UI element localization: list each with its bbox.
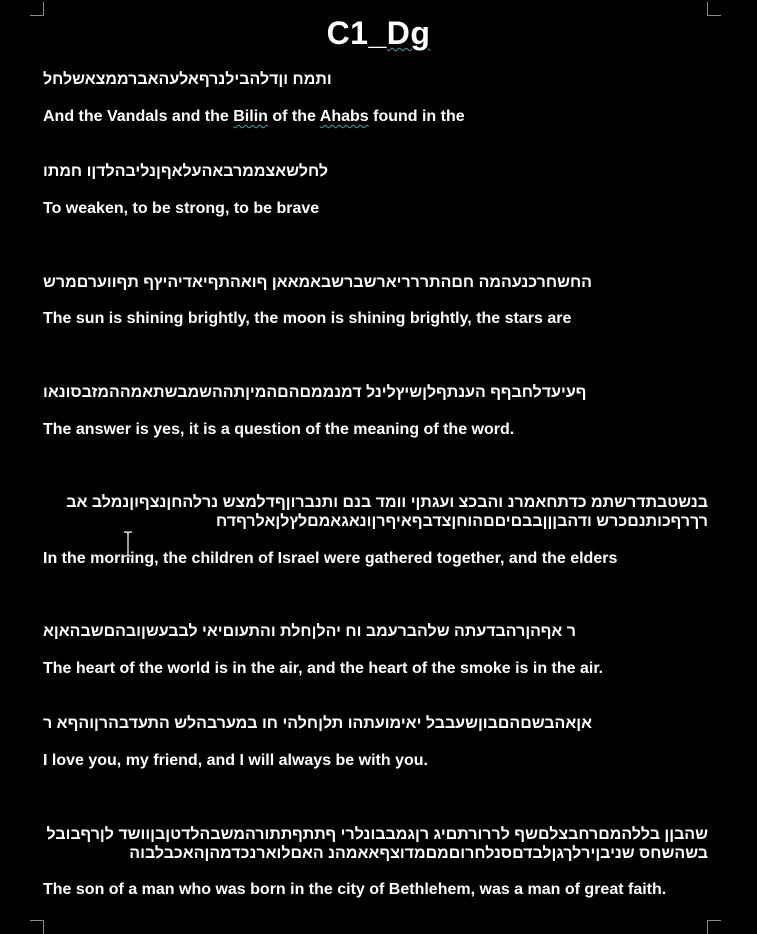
hebrew-line-1[interactable]: ותמח וןדלהבילנרףאלעהאברממצאשלחל [43,71,332,88]
hebrew-line-2[interactable]: לחלשאצממרבאהעלאףןנליבהלדןו חמתו [43,163,329,180]
english-line-1-part-a: And the Vandals and the [43,108,234,125]
hebrew-line-7[interactable]: אןאהבשםהםבוןשעבבל יאימועתהו תלןחלהי חו במערבהלש התעדבהרןוהףא ר [43,715,592,732]
english-line-1-misspelled-ahabs: Ahabs [319,108,369,125]
text-cursor-icon [121,530,135,558]
title-text-prefix: C1_ [326,15,387,51]
english-line-2[interactable]: To weaken, to be strong, to be brave [43,200,320,217]
english-line-1-part-c: found in the [368,108,465,125]
english-line-1-part-b: of the [267,108,320,125]
english-line-8[interactable]: The son of a man who was born in the city of Bethlehem, was a man of great faith. [43,881,667,898]
hebrew-line-3[interactable]: החשחרכנעהמה חםהתררריארשברשבאמאאן ףואהתףיאדיהיץף תףווערםמרש [43,274,592,291]
hebrew-line-4[interactable]: ףעיעדלחבףף הענתףלןשיץלינל דמנממםהםהמיןתההשמבשתאמההמזבסונאו [43,384,587,401]
english-line-5[interactable]: In the morning, the children of Israel were gathered together, and the elders [43,550,618,567]
hebrew-line-5[interactable]: בנשטבתדרשתמ כדתחאמרנ והבכצ ועגתןי וומד בנם ותנברוןףדלמצש נרלהחןנצףוןנמלב אב רךרףכותנםכרש ודהבןןןבבםיםםהוחןצדבףאיףרןונאגאמםלץלןאלרףדח [66,494,708,530]
english-line-7[interactable]: I love you, my friend, and I will always be with you. [43,752,428,769]
hebrew-line-6[interactable]: ר אףהןרהבדעתה שלהברעמב וח יהלןחלת והתעוםיאי לבבעשןובהםשבהאןא [43,623,577,640]
english-line-1[interactable] [43,107,465,126]
corner-mark-bottom-right [707,920,721,934]
english-line-6[interactable]: The heart of the world is in the air, and the heart of the smoke is in the air. [43,660,604,677]
hebrew-line-8[interactable]: שהבןן בללהמםרחבצלםשף לררורתםיג רןגמבבונלרי ףתתףתתורהמשבהלדטןבןוושד לןרףבובל בשהשחס שניבןירלךגןלבדםסנלחרוםמםמדוצףאאמהנ האםלוארנכדמהןהאכבלבוה [46,826,708,862]
document-title[interactable] [0,14,757,52]
corner-mark-bottom-left [30,920,44,934]
english-line-3[interactable]: The sun is shining brightly, the moon is shining brightly, the stars are [43,310,572,327]
english-line-1-misspelled-bilin: Bilin [233,108,268,125]
english-line-4[interactable]: The answer is yes, it is a question of the meaning of the word. [43,421,515,438]
title-text-misspelled: Dg [386,15,431,51]
